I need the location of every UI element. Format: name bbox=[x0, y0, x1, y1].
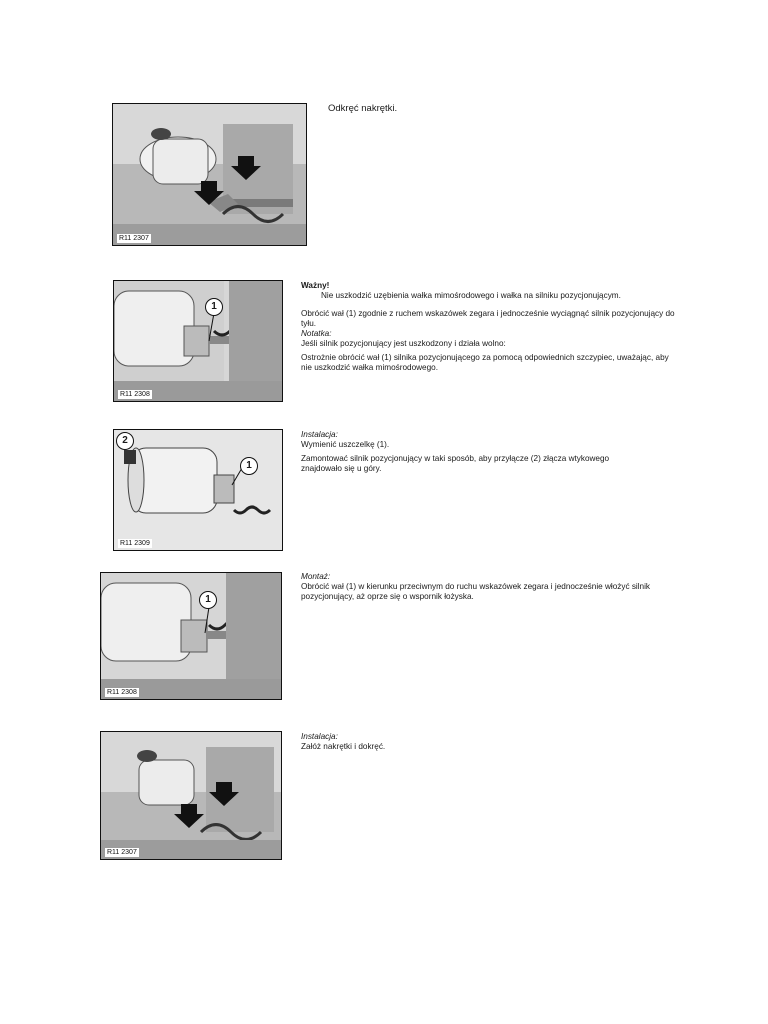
step-2-text bbox=[301, 281, 681, 377]
instruction-text-2: Zamontować silnik pozycjonujący w taki sposób, aby przyłącze (2) złącza wtykowego znajdowało się u góry. bbox=[301, 454, 610, 473]
section-heading: Montaż: bbox=[301, 572, 331, 581]
instruction-text: Wymienić uszczelkę (1). bbox=[301, 440, 390, 449]
instruction-text-2: Ostrożnie obrócić wał (1) silnika pozycjonującego za pomocą odpowiednich szczypiec, uważając, aby nie uszkodzić wałka mimośrodowego. bbox=[301, 353, 669, 372]
section-heading: Instalacja: bbox=[301, 732, 338, 741]
step-5-text bbox=[301, 732, 681, 756]
instruction-text: Obrócić wał (1) zgodnie z ruchem wskazówek zegara i jednocześnie wyciągnąć silnik pozycjonujący do tyłu. bbox=[301, 309, 675, 328]
warning-heading: Ważny! bbox=[301, 281, 330, 290]
callout-1: 1 bbox=[199, 591, 217, 609]
figure-r11-2309 bbox=[113, 429, 283, 551]
instruction-text: Odkręć nakrętki. bbox=[328, 103, 398, 114]
figure-r11-2307-bottom bbox=[100, 731, 282, 860]
engine-illustration bbox=[101, 732, 281, 859]
figure-r11-2307-top bbox=[112, 103, 307, 246]
figure-label: R11 2307 bbox=[107, 849, 137, 856]
step-1-text bbox=[328, 104, 708, 118]
callout-2: 2 bbox=[116, 432, 134, 450]
instruction-text: Załóż nakrętki i dokręć. bbox=[301, 742, 386, 751]
step-4-text bbox=[301, 572, 681, 606]
engine-illustration bbox=[101, 573, 281, 699]
figure-r11-2308-b bbox=[100, 572, 282, 700]
section-heading: Instalacja: bbox=[301, 430, 338, 439]
note-label: Notatka: bbox=[301, 329, 332, 338]
engine-illustration bbox=[114, 281, 282, 401]
motor-illustration bbox=[114, 430, 282, 550]
engine-illustration bbox=[113, 104, 306, 245]
figure-label: R11 2308 bbox=[107, 689, 137, 696]
figure-label: R11 2307 bbox=[119, 235, 149, 242]
figure-label: R11 2308 bbox=[120, 391, 150, 398]
warning-text: Nie uszkodzić uzębienia wałka mimośrodowego i wałka na silniku pozycjonującym. bbox=[321, 291, 621, 300]
step-3-text bbox=[301, 430, 631, 478]
note-text: Jeśli silnik pozycjonujący jest uszkodzony i działa wolno: bbox=[301, 339, 506, 348]
figure-label: R11 2309 bbox=[120, 540, 150, 547]
figure-r11-2308-a bbox=[113, 280, 283, 402]
callout-1: 1 bbox=[240, 457, 258, 475]
instruction-text: Obrócić wał (1) w kierunku przeciwnym do ruchu wskazówek zegara i jednocześnie włożyć silnik pozycjonujący, aż oprze się o wspornik łożyska. bbox=[301, 582, 651, 601]
callout-1: 1 bbox=[205, 298, 223, 316]
